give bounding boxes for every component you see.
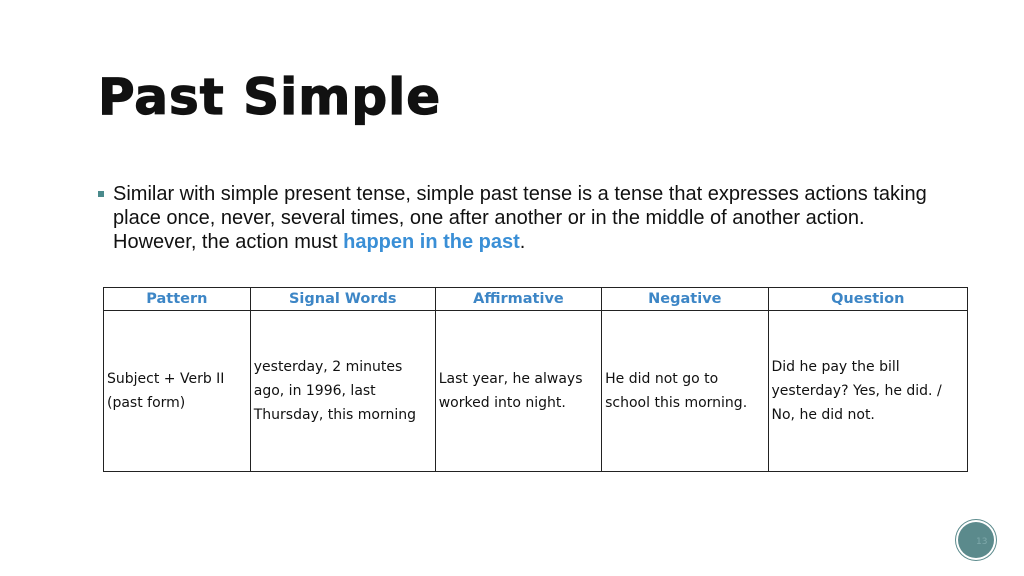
header-question: Question: [768, 288, 967, 311]
bullet-square-icon: [98, 191, 104, 197]
bullet-highlight: happen in the past: [343, 231, 520, 253]
table-header-row: [104, 288, 968, 311]
slide-number: 13: [976, 537, 988, 547]
cell-pattern: Subject + Verb II (past form): [104, 311, 251, 472]
cell-negative: He did not go to school this morning.: [602, 311, 768, 472]
slide-number-badge: [958, 522, 994, 558]
bullet-text-main: Similar with simple present tense, simple past tense is a tense that expresses actions taking place once, never, several times, one after another or in the middle of another action. However, the action must: [113, 183, 927, 253]
cell-question: Did he pay the bill yesterday? Yes, he did. / No, he did not.: [768, 311, 967, 472]
slide-title: Past Simple: [98, 68, 442, 126]
header-negative: Negative: [602, 288, 768, 311]
header-pattern: Pattern: [104, 288, 251, 311]
bullet-text-end: .: [519, 231, 526, 253]
table-row: [104, 311, 968, 472]
header-signal-words: Signal Words: [250, 288, 435, 311]
tense-table: [103, 287, 968, 472]
cell-affirmative: Last year, he always worked into night.: [435, 311, 601, 472]
bullet-point: [98, 182, 938, 254]
header-affirmative: Affirmative: [435, 288, 601, 311]
cell-signal-words: yesterday, 2 minutes ago, in 1996, last Thursday, this morning: [250, 311, 435, 472]
bullet-text: [113, 182, 938, 254]
